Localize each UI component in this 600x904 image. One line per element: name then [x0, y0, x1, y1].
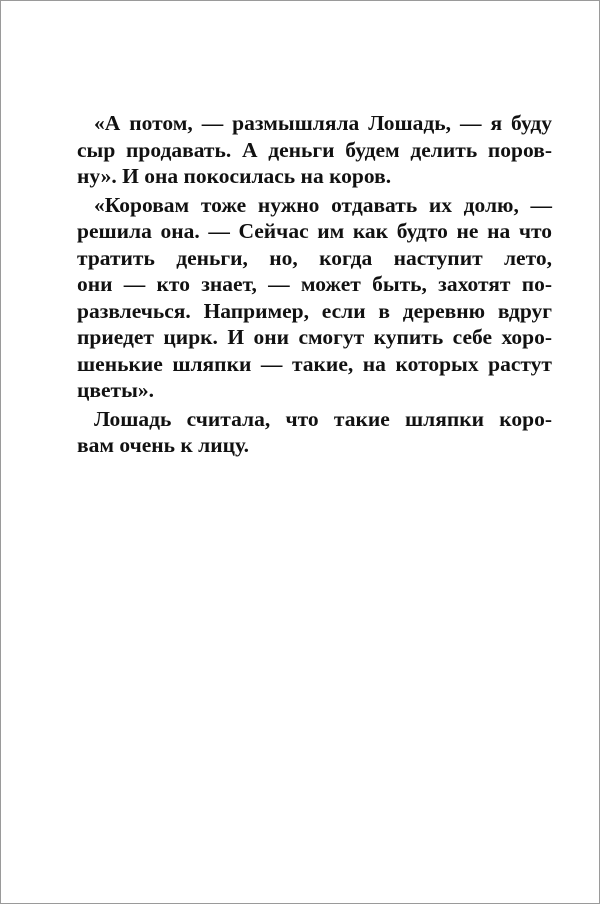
text-line: «А потом, — размышляла Лошадь, — я буду [94, 111, 552, 135]
text-line: «Коровам тоже нужно отдавать их долю, — [94, 192, 552, 217]
text-line: Лошадь считала, что такие шляпки коро- [94, 406, 552, 431]
text-line: шенькие шляпки — такие, на которых растут [77, 351, 552, 376]
text-line: ну». И она покосилась на коров. [77, 164, 392, 188]
paragraph-1 [77, 110, 552, 190]
page-text [77, 110, 552, 461]
text-line: тратить деньги, но, когда наступит лето, [77, 245, 552, 270]
paragraph-2 [77, 192, 552, 404]
text-line: решила она. — Сейчас им как будто не на что [77, 219, 552, 243]
text-line: они — кто знает, — может быть, захотят по- [77, 272, 552, 296]
text-line: приедет цирк. И они смогут купить себе хоро- [77, 325, 552, 349]
paragraph-3 [77, 406, 552, 459]
text-line: развлечься. Например, если в деревню вдруг [77, 298, 552, 323]
text-line: цветы». [77, 378, 155, 402]
text-line: сыр продавать. А деньги будем делить поров- [77, 137, 552, 162]
text-line: вам очень к лицу. [77, 433, 249, 457]
